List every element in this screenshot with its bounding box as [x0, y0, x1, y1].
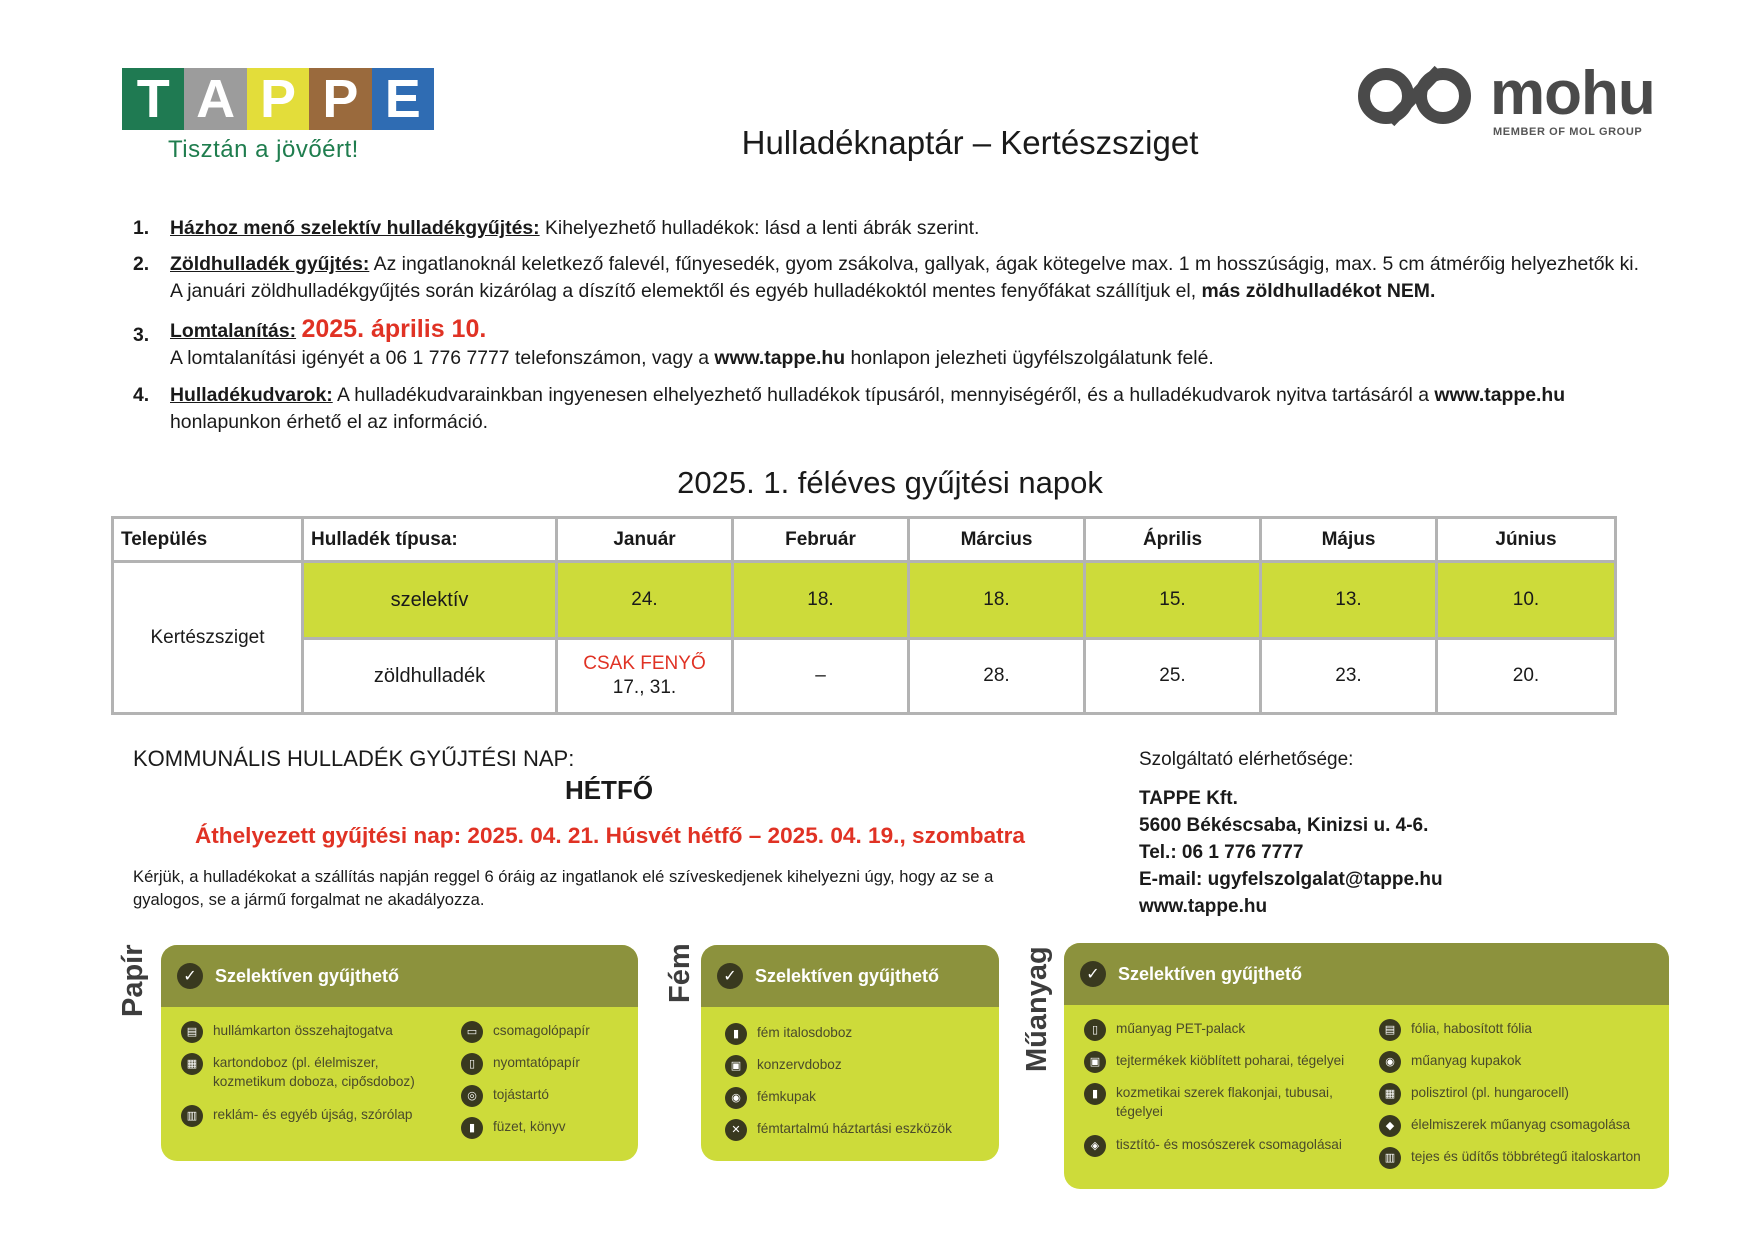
table-cell: 28.	[910, 640, 1086, 712]
check-icon: ✓	[177, 963, 203, 989]
list-item: ✕ fémtartalmú háztartási eszközök	[725, 1119, 995, 1138]
rescheduled-notice: Áthelyezett gyűjtési nap: 2025. 04. 21. Húsvét hétfő – 2025. 04. 19., szombatra	[194, 823, 1026, 848]
tappe-logo	[122, 68, 434, 172]
table-cell: 13.	[1262, 563, 1438, 640]
list-item: ▯ nyomtatópapír	[461, 1053, 631, 1072]
header-month: Június	[1438, 519, 1614, 563]
table-cell: 15.	[1086, 563, 1262, 640]
list-item: ▣ tejtermékek kiöblített poharai, tégelyei	[1084, 1051, 1369, 1070]
can-icon: ▮	[725, 1023, 747, 1045]
header-month: Április	[1086, 519, 1262, 563]
list-item: ▮ fém italosdoboz	[725, 1023, 995, 1042]
papir-card	[161, 945, 638, 1161]
item-2	[133, 251, 1653, 305]
polystyrene-icon: ▦	[1379, 1083, 1401, 1105]
logo-letter-p2: P	[309, 68, 371, 130]
list-item: ▮ kozmetikai szerek flakonjai, tubusai, tégelyei	[1084, 1083, 1369, 1121]
settlement-name: Kertészsziget	[114, 563, 304, 712]
logo-letter-p1: P	[247, 68, 309, 130]
contact-website[interactable]: www.tappe.hu	[1139, 896, 1268, 917]
list-item: ▦ polisztirol (pl. hungarocell)	[1379, 1083, 1664, 1102]
list-item: ▭ csomagolópapír	[461, 1021, 631, 1040]
item-number: 1.	[133, 217, 150, 239]
contact-address: 5600 Békéscsaba, Kinizsi u. 4-6.	[1139, 815, 1429, 836]
book-icon: ▮	[461, 1117, 483, 1139]
list-item: ▥ tejes és üdítős többrétegű italoskarton	[1379, 1147, 1664, 1166]
website-link[interactable]: www.tappe.hu	[714, 347, 846, 369]
check-icon: ✓	[717, 963, 743, 989]
logo-letter-a: A	[184, 68, 246, 130]
tin-can-icon: ▣	[725, 1055, 747, 1077]
item-text-after: honlapon jelezheti ügyfélszolgálatunk felé.	[845, 347, 1214, 369]
tools-icon: ✕	[725, 1119, 747, 1141]
item-number: 3.	[133, 324, 150, 346]
fem-label: Fém	[664, 943, 696, 1003]
logo-slogan: Tisztán a jövőért!	[168, 136, 359, 163]
foil-icon: ▤	[1379, 1019, 1401, 1041]
fem-card	[701, 945, 999, 1161]
mohu-infinity-icon	[1355, 62, 1480, 132]
header-waste-type: Hulladék típusa:	[304, 519, 558, 563]
contact-company: TAPPE Kft.	[1139, 788, 1238, 809]
table-cell: 18.	[910, 563, 1086, 640]
table-cell: 23.	[1262, 640, 1438, 712]
kommunalis-day: HÉTFŐ	[564, 775, 654, 805]
newspaper-icon: ▥	[181, 1105, 203, 1127]
list-item: ▥ reklám- és egyéb újság, szórólap	[181, 1105, 421, 1124]
csak-fenyo-note: CSAK FENYŐ	[583, 653, 706, 674]
muanyag-card	[1064, 943, 1669, 1189]
item-text: A hulladékudvarainkban ingyenesen elhelyezhető hulladékok típusáról, mennyiségéről, és a hulladékudvarok nyitva tartásáról a	[332, 384, 1435, 406]
food-packaging-icon: ◆	[1379, 1115, 1401, 1137]
logo-letter-e: E	[372, 68, 434, 130]
mohu-subtitle: MEMBER OF MOL GROUP	[1493, 126, 1643, 138]
contact-block	[1139, 746, 1443, 920]
cosmetic-bottle-icon: ▮	[1084, 1083, 1106, 1105]
table-cell: –	[734, 640, 910, 712]
egg-carton-icon: ◎	[461, 1085, 483, 1107]
list-item: ▯ műanyag PET-palack	[1084, 1019, 1369, 1038]
papir-label: Papír	[117, 944, 149, 1017]
item-4	[133, 382, 1653, 436]
contact-phone[interactable]: Tel.: 06 1 776 7777	[1139, 842, 1304, 863]
list-item: ◈ tisztító- és mosószerek csomagolásai	[1084, 1135, 1369, 1154]
card-header-label: Szelektíven gyűjthető	[215, 965, 400, 986]
item-heading: Hulladékudvarok:	[170, 384, 333, 406]
list-item: ▦ kartondoboz (pl. élelmiszer, kozmetikum doboza, cipősdoboz)	[181, 1053, 421, 1091]
box-icon: ▦	[181, 1053, 203, 1075]
item-text-after: honlapunkon érhető el az információ.	[170, 411, 488, 433]
table-cell-january-green	[558, 640, 734, 712]
item-bold-tail: más zöldhulladékot NEM.	[1201, 280, 1436, 302]
item-heading: Házhoz menő szelektív hulladékgyűjtés:	[170, 217, 540, 239]
item-text: A lomtalanítási igényét a 06 1 776 7777 telefonszámon, vagy a	[170, 347, 715, 369]
item-number: 4.	[133, 384, 150, 406]
table-cell: 25.	[1086, 640, 1262, 712]
contact-email[interactable]: E-mail: ugyfelszolgalat@tappe.hu	[1139, 869, 1443, 890]
contact-label: Szolgáltató elérhetősége:	[1139, 749, 1354, 770]
check-icon: ✓	[1080, 961, 1106, 987]
item-1	[133, 215, 1653, 242]
lomtalanitas-date: 2025. április 10.	[301, 315, 487, 343]
header-month: Március	[910, 519, 1086, 563]
page-title: Hulladéknaptár – Kertészsziget	[741, 124, 1199, 161]
yogurt-cup-icon: ▣	[1084, 1051, 1106, 1073]
header-settlement: Település	[114, 519, 304, 563]
table-cell: 24.	[558, 563, 734, 640]
plastic-cap-icon: ◉	[1379, 1051, 1401, 1073]
pet-bottle-icon: ▯	[1084, 1019, 1106, 1041]
table-cell-value: 17., 31.	[612, 677, 677, 698]
detergent-icon: ◈	[1084, 1135, 1106, 1157]
item-number: 2.	[133, 253, 150, 275]
row-type-zoldhulladek: zöldhulladék	[304, 640, 558, 712]
schedule-table	[111, 516, 1617, 715]
list-item: ▤ hullámkarton összehajtogatva	[181, 1021, 421, 1040]
list-item: ▤ fólia, habosított fólia	[1379, 1019, 1664, 1038]
header-month: Május	[1262, 519, 1438, 563]
mohu-logo	[1355, 59, 1655, 142]
item-heading: Lomtalanítás:	[170, 320, 297, 342]
mohu-word: mohu	[1490, 59, 1655, 128]
table-cell: 20.	[1512, 665, 1540, 686]
card-header	[161, 945, 638, 1007]
website-link[interactable]: www.tappe.hu	[1434, 384, 1566, 406]
drink-carton-icon: ▥	[1379, 1147, 1401, 1169]
logo-letter-t: T	[122, 68, 184, 130]
muanyag-label: Műanyag	[1021, 946, 1053, 1072]
list-item: ◎ tojástartó	[461, 1085, 631, 1104]
list-item: ◉ műanyag kupakok	[1379, 1051, 1664, 1070]
wrapping-paper-icon: ▭	[461, 1021, 483, 1043]
list-item: ▣ konzervdoboz	[725, 1055, 995, 1074]
card-header	[701, 945, 999, 1007]
card-header-label: Szelektíven gyűjthető	[755, 965, 940, 986]
item-text: Az ingatlanoknál keletkező falevél, fűnyesedék, gyom zsákolva, gallyak, ágak kötegelve max. 1 m hosszúságig, max. 5 cm átmérőig helyezhetők ki. A januári zöldhulladékgyűjtés során kizárólag a díszítő elemektől és egyéb hulladékoktól mentes fenyőfákat szállítjuk el,	[170, 253, 1639, 302]
placement-instructions: Kérjük, a hulladékokat a szállítás napján reggel 6 óráig az ingatlanok elé szíveskedjenek kihelyezni úgy, hogy az se a gyalogos, se a jármű forgalmat ne akadályozza.	[133, 867, 994, 909]
header-month: Február	[734, 519, 910, 563]
header-month: Január	[558, 519, 734, 563]
list-item: ◉ fémkupak	[725, 1087, 995, 1106]
cap-icon: ◉	[725, 1087, 747, 1109]
row-type-szelektiv: szelektív	[304, 563, 558, 640]
schedule-title: 2025. 1. féléves gyűjtési napok	[677, 465, 1103, 500]
card-header	[1064, 943, 1669, 1005]
printer-paper-icon: ▯	[461, 1053, 483, 1075]
cardboard-icon: ▤	[181, 1021, 203, 1043]
table-cell: 18.	[734, 563, 910, 640]
item-3	[133, 316, 1653, 372]
kommunalis-label: KOMMUNÁLIS HULLADÉK GYŰJTÉSI NAP:	[133, 746, 575, 771]
table-cell: 10.	[1438, 563, 1614, 640]
card-header-label: Szelektíven gyűjthető	[1118, 963, 1303, 984]
item-heading: Zöldhulladék gyűjtés:	[170, 253, 370, 275]
list-item: ◆ élelmiszerek műanyag csomagolása	[1379, 1115, 1664, 1134]
list-item: ▮ füzet, könyv	[461, 1117, 631, 1136]
item-text: Kihelyezhető hulladékok: lásd a lenti ábrák szerint.	[539, 217, 980, 239]
